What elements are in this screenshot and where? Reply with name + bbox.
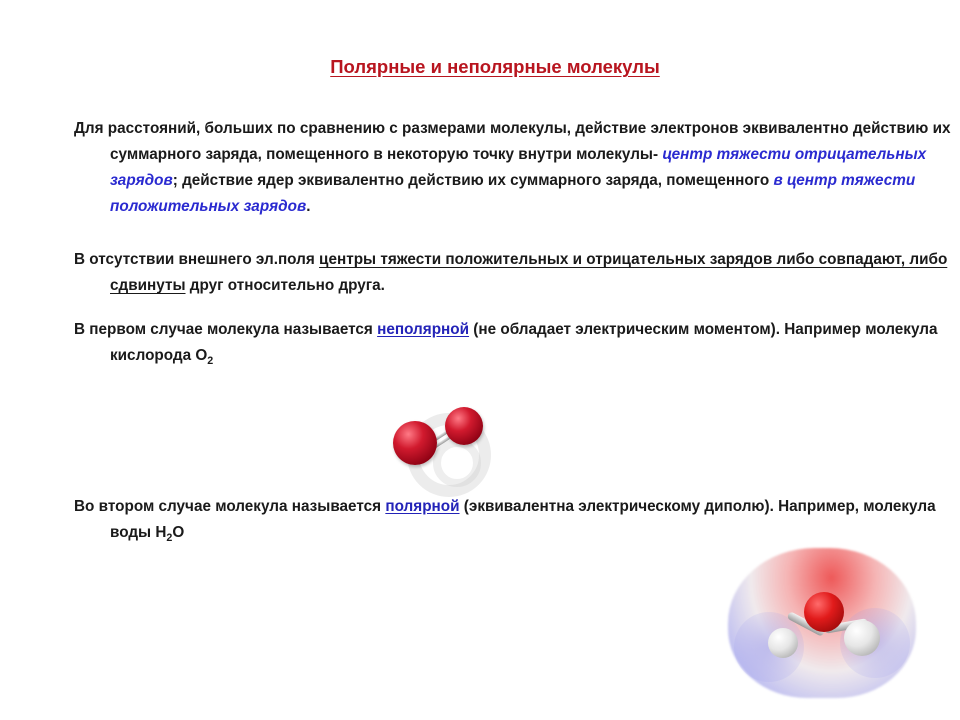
oxygen-atom: [393, 421, 437, 465]
paragraph-text: друг относительно друга.: [185, 277, 385, 294]
paragraph-text: .: [306, 198, 311, 215]
link-polar[interactable]: полярной: [385, 498, 460, 515]
term-negative-center: центр тяжести отрицательных зарядов: [110, 146, 927, 189]
subscript: 2: [207, 354, 214, 367]
term-positive-center: в центр тяжести положительных зарядов: [110, 172, 916, 215]
paragraph-text: В отсутствии внешнего эл.поля: [74, 251, 320, 268]
paragraph-no-field: [74, 247, 960, 299]
hydrogen-atom: [768, 628, 798, 658]
paragraph-text: (не обладает электрическим моментом). Например молекула кислорода O: [110, 321, 938, 364]
paragraph-charge-centers: [74, 116, 960, 220]
paragraph-text: O: [172, 524, 185, 541]
oxygen-atom: [445, 407, 483, 445]
subscript: 2: [166, 531, 173, 544]
paragraph-text: (эквивалентна электрическому диполю). Например, молекула воды H: [110, 498, 936, 541]
oxygen-molecule-image: [385, 395, 505, 495]
paragraph-text: Для расстояний, больших по сравнению с размерами молекулы, действие электронов эквивалентно действию их суммарного заряда, помещенного в некоторую точку внутри молекулы-: [74, 120, 951, 163]
paragraph-text: Во втором случае молекула называется: [74, 498, 386, 515]
slide-title: Полярные и неполярные молекулы: [330, 56, 660, 77]
water-molecule-image: [728, 548, 916, 698]
paragraph-polar: [74, 494, 960, 546]
oxygen-atom: [804, 592, 844, 632]
paragraph-text: ; действие ядер эквивалентно действию их суммарного заряда, помещенного: [172, 172, 774, 189]
link-nonpolar[interactable]: неполярной: [377, 321, 470, 338]
underlined-phrase: центры тяжести положительных и отрицательных зарядов либо совпадают, либо сдвинуты: [110, 251, 948, 294]
hydrogen-atom: [844, 620, 880, 656]
paragraph-nonpolar: [74, 317, 960, 369]
paragraph-text: В первом случае молекула называется: [74, 321, 378, 338]
